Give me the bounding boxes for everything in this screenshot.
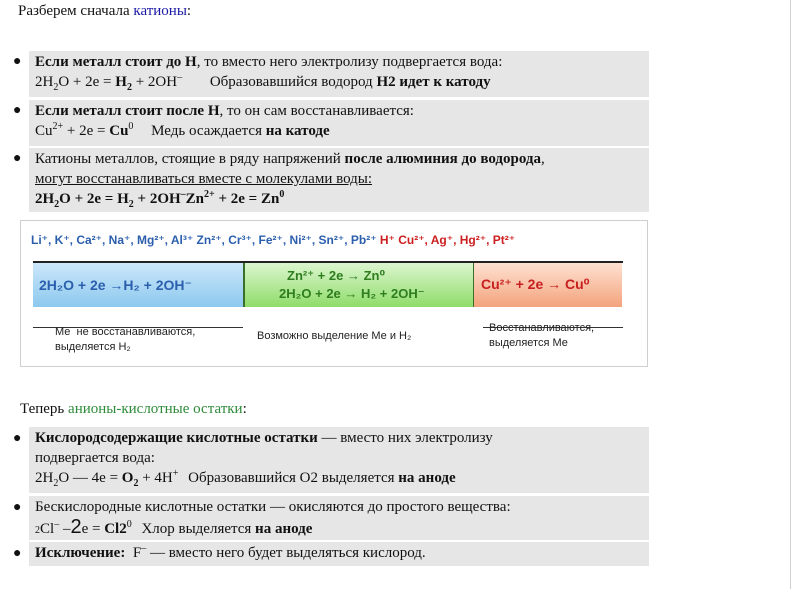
bullet-icon: ● — [13, 103, 22, 118]
bullet-icon: ● — [13, 546, 22, 561]
bullet-icon: ● — [13, 500, 22, 515]
cations-heading: Разберем сначала катионы: — [18, 3, 192, 19]
activity-series: Li⁺, K⁺, Ca²⁺, Na⁺, Mg²⁺, Al³⁺ Zn²⁺, Cr³⁺, Fe²⁺, Ni²⁺, Sn²⁺, Pb²⁺ H⁺ Cu²⁺, Ag⁺, Hg²⁺, Pt²⁺ — [31, 233, 516, 247]
caption-possible: Возможно выделение Ме и Н₂ — [257, 330, 412, 342]
cations-link[interactable]: катионы — [133, 3, 187, 19]
red-band-equation: Cu²⁺ + 2e → Cu⁰ — [481, 276, 590, 292]
caption-reduction: Восстанавливаются, выделяется Ме — [489, 322, 595, 349]
page-divider — [790, 0, 791, 589]
caption-no-reduction: Ме не восстанавливаются, выделяется Н₂ — [55, 326, 196, 353]
blue-band-equation: 2H₂O + 2e →H₂ + 2OH⁻ — [39, 277, 192, 293]
anion-rule-oxygen: Кислородсодержащие кислотные остатки — вместо них электролизу подвергается вода: $2H_2O$ — $4e = O_2 + 4H^+$ Образовавшийся О2 выделяется на аноде — [29, 427, 649, 493]
bullet-icon: ● — [13, 151, 22, 166]
bullet-icon: ● — [13, 54, 22, 69]
green-band-equation-2: 2H₂O + 2e → H₂ + 2OH⁻ — [279, 286, 425, 301]
bullet-icon: ● — [13, 431, 22, 446]
band-top-line — [33, 261, 623, 263]
green-band-equation-1: Zn²⁺ + 2e → Zn⁰ — [287, 268, 386, 283]
anions-link[interactable]: анионы-кислотные остатки — [68, 401, 243, 417]
cation-rule-after-h: Если металл стоит после Н, то он сам восстанавливается: $Cu^{2+} + 2e = Cu^0$ Медь осаждается на катоде — [29, 100, 649, 146]
cation-rule-al-to-h: Катионы металлов, стоящие в ряду напряжений после алюминия до водорода, могут восстанавливаться вместе с молекулами воды: $2H_2O + 2e = H_2 + 2OH^-Zn^{2+} + 2e = Zn^0$ — [29, 148, 649, 212]
anion-exception: Исключение: F– — вместо него будет выделяться кислород. — [29, 542, 649, 566]
anions-heading: Теперь анионы-кислотные остатки: — [20, 401, 247, 417]
electrochemical-series-diagram — [20, 220, 648, 367]
cation-rule-before-h: Если металл стоит до Н, то вместо него электролизу подвергается вода: $2H_2O + 2e = H_2 + 2OH^-$ Образовавшийся водород Н2 идет к катоду — [29, 51, 649, 97]
anion-rule-oxygen-free: Бескислородные кислотные остатки — окисляются до простого вещества: 2Cl– $-2e = Cl2^0$ Хлор выделяется на аноде — [29, 496, 649, 540]
